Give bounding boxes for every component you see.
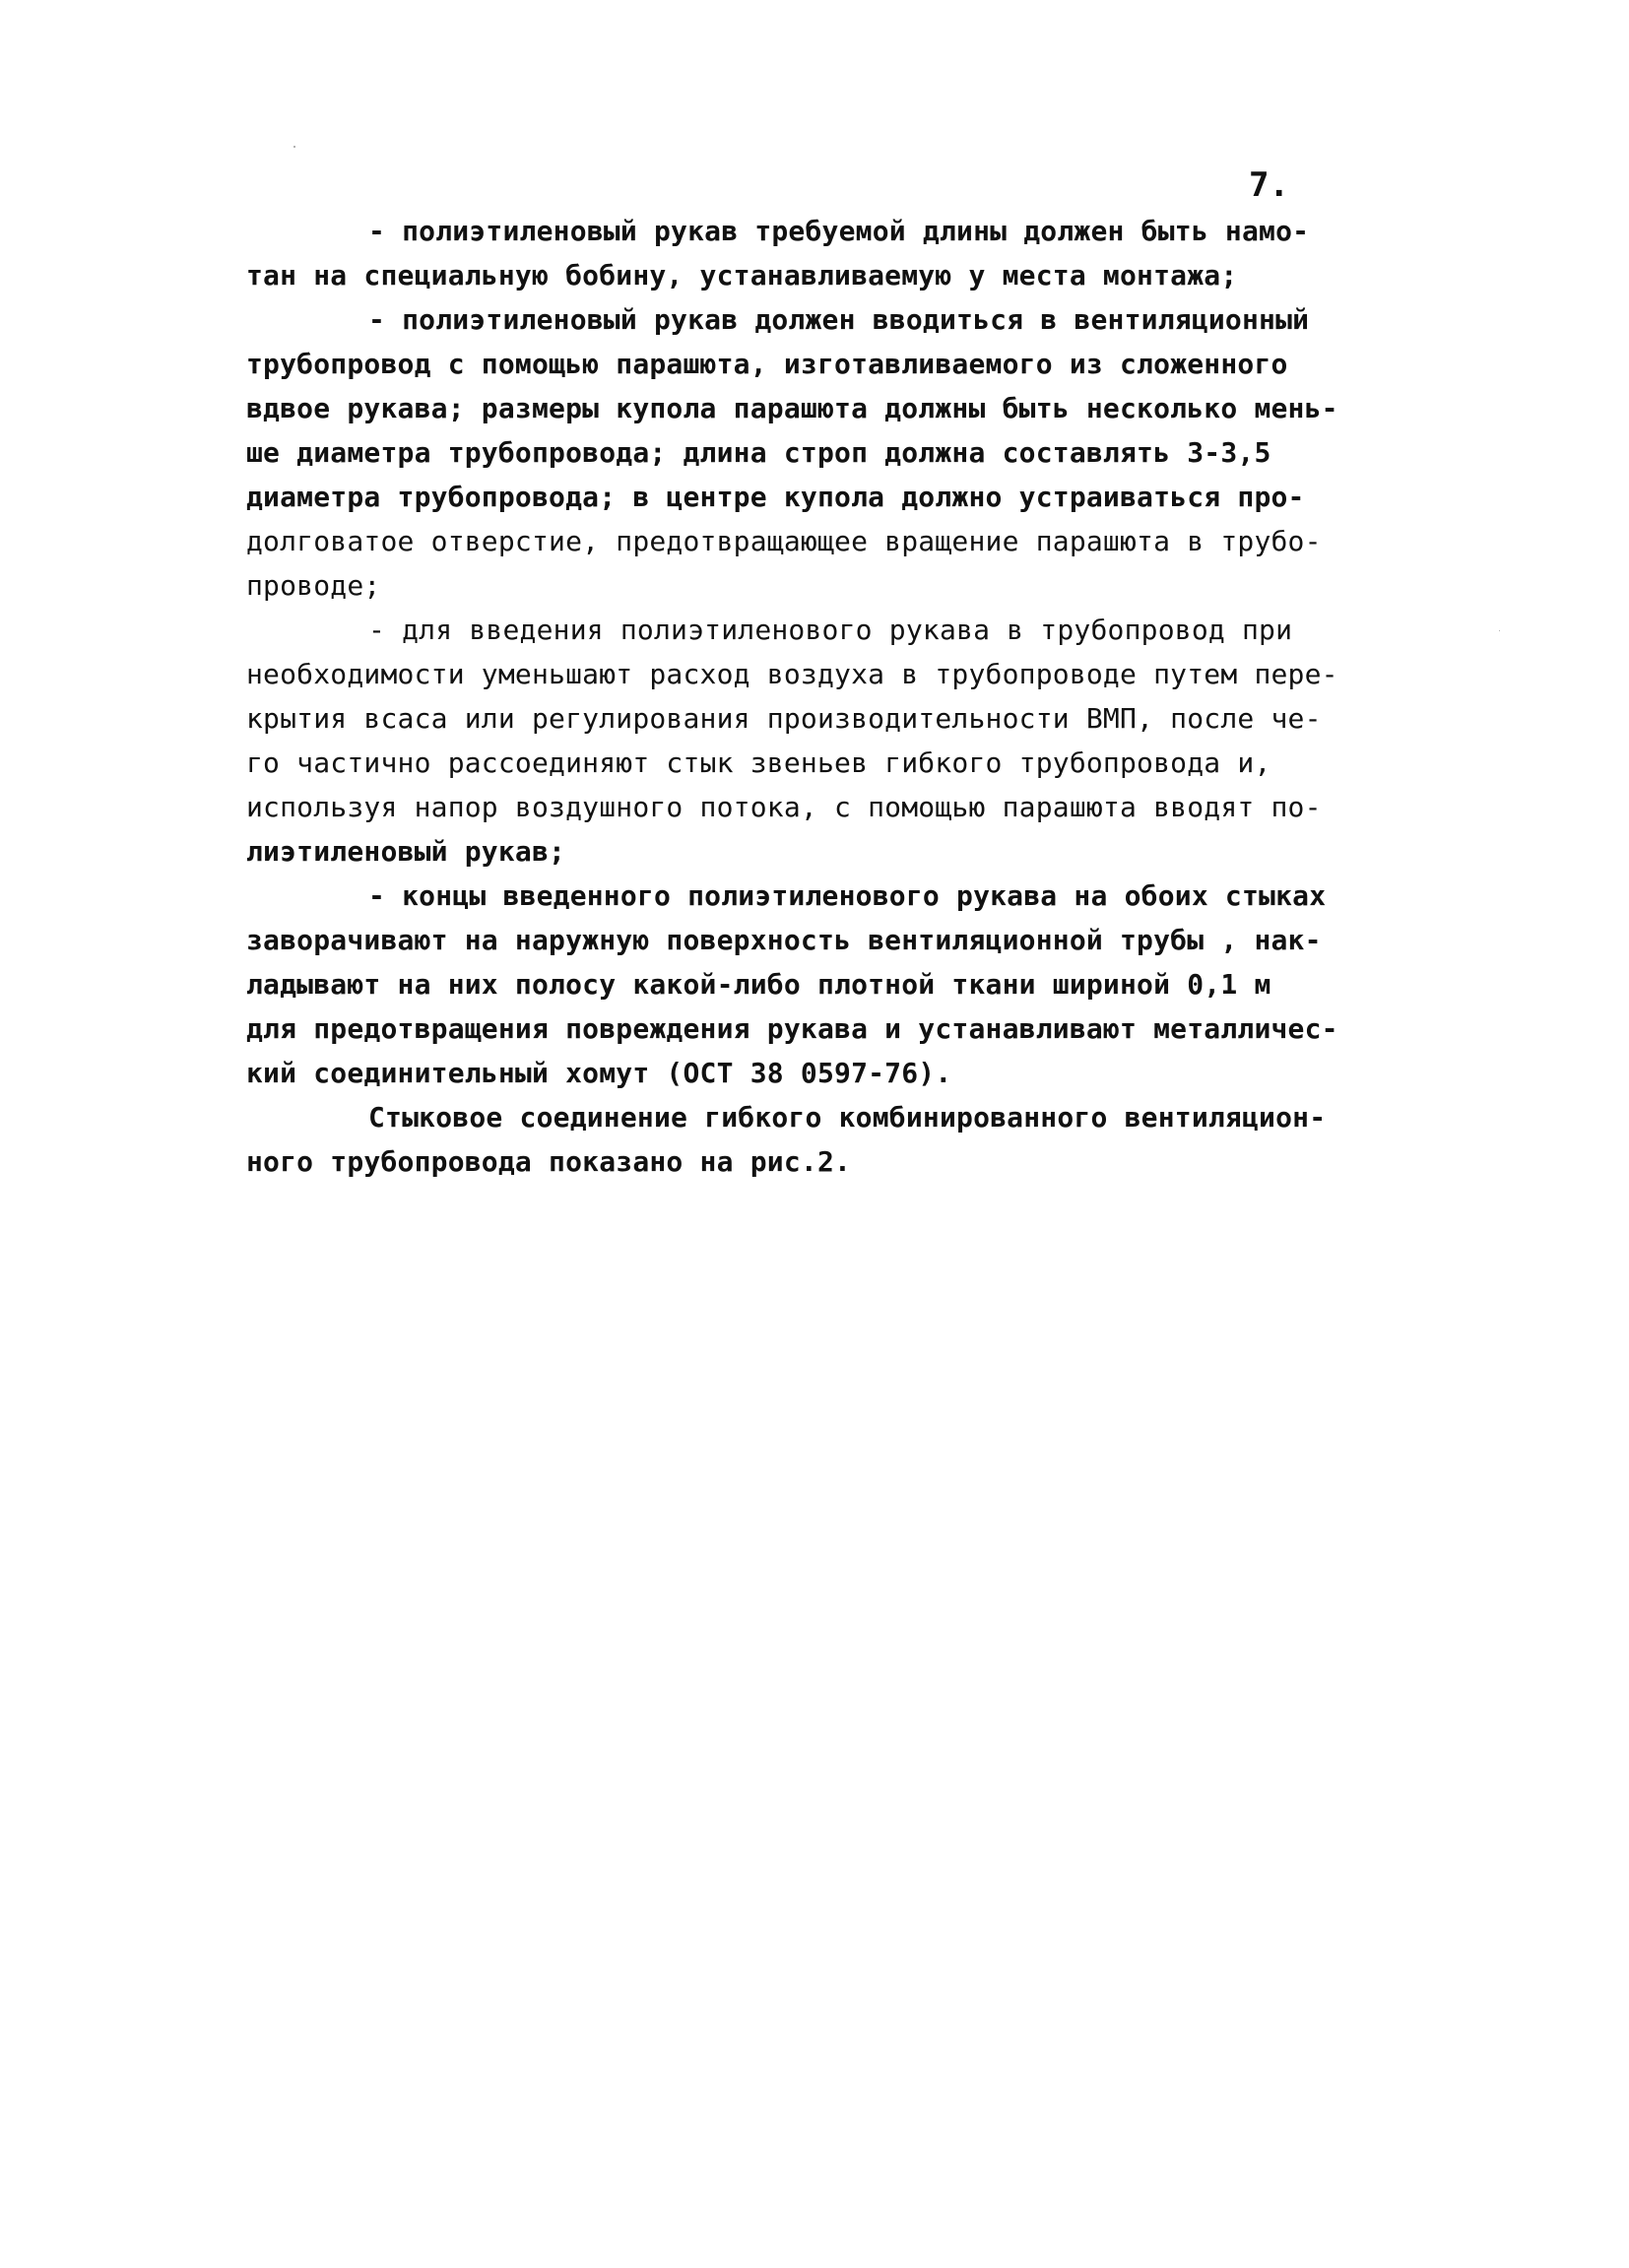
- text-line: проводе;: [246, 569, 381, 602]
- text-line: - для введения полиэтиленового рукава в трубопровод при: [368, 614, 1293, 646]
- text-line: ладывают на них полосу какой-либо плотной ткани шириной 0,1 м: [246, 968, 1271, 1001]
- text-line: крытия всаса или регулирования производительности ВМП, после че-: [246, 702, 1322, 735]
- text-line: используя напор воздушного потока, с помощью парашюта вводят по-: [246, 791, 1322, 823]
- text-line: для предотвращения повреждения рукава и устанавливают металличес-: [246, 1012, 1338, 1045]
- text-line: ше диаметра трубопровода; длина строп должна составлять 3-3,5: [246, 436, 1271, 469]
- scan-artifact: [293, 146, 295, 148]
- body-text: [246, 209, 1408, 1184]
- text-line: Стыковое соединение гибкого комбинированного вентиляцион-: [368, 1101, 1327, 1134]
- text-line: лиэтиленовый рукав;: [246, 835, 566, 868]
- scan-artifact: [1499, 630, 1500, 631]
- text-line: вдвое рукава; размеры купола парашюта должны быть несколько мень-: [246, 392, 1338, 424]
- text-line: го частично рассоединяют стык звеньев гибкого трубопровода и,: [246, 746, 1271, 779]
- text-line: кий соединительный хомут (ОСТ 38 0597-76).: [246, 1057, 952, 1089]
- text-line: тан на специальную бобину, устанавливаемую у места монтажа;: [246, 259, 1238, 292]
- text-line: ного трубопровода показано на рис.2.: [246, 1145, 852, 1178]
- text-line: диаметра трубопровода; в центре купола должно устраиваться про-: [246, 481, 1305, 513]
- text-line: заворачивают на наружную поверхность вентиляционной трубы , нак-: [246, 924, 1322, 956]
- text-line: трубопровод с помощью парашюта, изготавливаемого из сложенного: [246, 348, 1288, 380]
- page-number: 7.: [1249, 165, 1289, 205]
- text-line: долговатое отверстие, предотвращающее вращение парашюта в трубо-: [246, 525, 1322, 557]
- text-line: необходимости уменьшают расход воздуха в трубопроводе путем пере-: [246, 658, 1338, 690]
- text-line: - полиэтиленовый рукав требуемой длины должен быть намо-: [368, 215, 1310, 247]
- text-line: - концы введенного полиэтиленового рукава на обоих стыках: [368, 879, 1327, 912]
- text-line: - полиэтиленовый рукав должен вводиться в вентиляционный: [368, 303, 1310, 336]
